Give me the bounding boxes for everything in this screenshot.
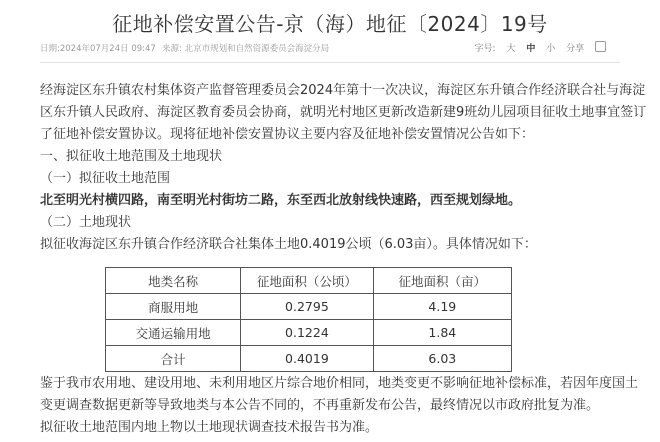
table-cell: 商服用地: [106, 294, 241, 320]
table-row: [106, 320, 512, 346]
subsection-heading-scope: （一）拟征收土地范围: [40, 171, 171, 186]
article-closing: [40, 373, 639, 439]
paragraph-intro-2: 区东升镇人民政府、海淀区教育委员会协商，就明光村地区更新改造新建9班幼儿园项目征收土地事宜签订: [40, 105, 647, 120]
subsection-heading-status: （二）土地现状: [40, 215, 132, 230]
table-cell: 合计: [106, 346, 241, 372]
table-cell: 6.03: [373, 346, 511, 372]
font-size-label: 字号:: [474, 44, 496, 54]
table-cell: 交通运输用地: [106, 320, 241, 346]
font-large-button[interactable]: 大: [506, 44, 516, 54]
paragraph-intro-1: 经海淀区东升镇农村集体资产监督管理委员会2024年第十一次决议，海淀区东升镇合作经济联合社与海淀: [40, 83, 646, 98]
font-medium-button[interactable]: 中: [526, 44, 536, 54]
table-cell: 1.84: [373, 320, 511, 346]
table-header: 地类名称: [106, 268, 241, 294]
closing-paragraph-2: 变更调查数据更新等导致地类与本公告不同的，不再重新发布公告，最终情况以市政府批复为准。: [40, 398, 600, 413]
section-heading: 一、拟征收土地范围及土地现状: [40, 149, 223, 164]
table-cell: 0.4019: [241, 346, 373, 372]
table-header: 征地面积（公顷）: [241, 268, 373, 294]
paragraph-intro-3: 了征地补偿安置协议。现将征地补偿安置协议主要内容及征地补偿安置情况公告如下：: [40, 127, 535, 142]
land-table: [105, 267, 512, 372]
land-area-text: 拟征收海淀区东升镇合作经济联合社集体土地0.4019公顷（6.03亩）。具体情况如下：: [40, 237, 537, 252]
table-row: [106, 294, 512, 320]
font-small-button[interactable]: 小: [546, 44, 556, 54]
article-meta: [40, 38, 620, 58]
land-boundary-text: 北至明光村横四路，南至明光村街坊二路，东至西北放射线快速路，西至规划绿地。: [40, 193, 522, 208]
share-icon[interactable]: [595, 41, 606, 52]
divider: [40, 62, 620, 63]
closing-paragraph-3: 拟征收土地范围内地上物以土地现状调查技术报告书为准。: [40, 420, 379, 435]
page-title: 征地补偿安置公告-京（海）地征〔2024〕19号: [112, 12, 548, 36]
article-tools: [467, 41, 606, 54]
closing-paragraph-1: 鉴于我市农用地、建设用地、未利用地区片综合地价相同，地类变更不影响征地补偿标准，若因年度国土: [40, 376, 639, 391]
table-cell: 0.2795: [241, 294, 373, 320]
table-cell: 0.1224: [241, 320, 373, 346]
table-cell: 4.19: [373, 294, 511, 320]
table-header-row: [106, 268, 512, 294]
publish-date: 日期:2024年07月24日 09:47: [40, 44, 156, 54]
share-button[interactable]: 分享: [566, 44, 585, 54]
table-row: [106, 346, 512, 372]
table-header: 征地面积（亩）: [373, 268, 511, 294]
source-label: 来源: 北京市规划和自然资源委员会海淀分局: [162, 44, 330, 54]
article-body: [40, 80, 647, 256]
